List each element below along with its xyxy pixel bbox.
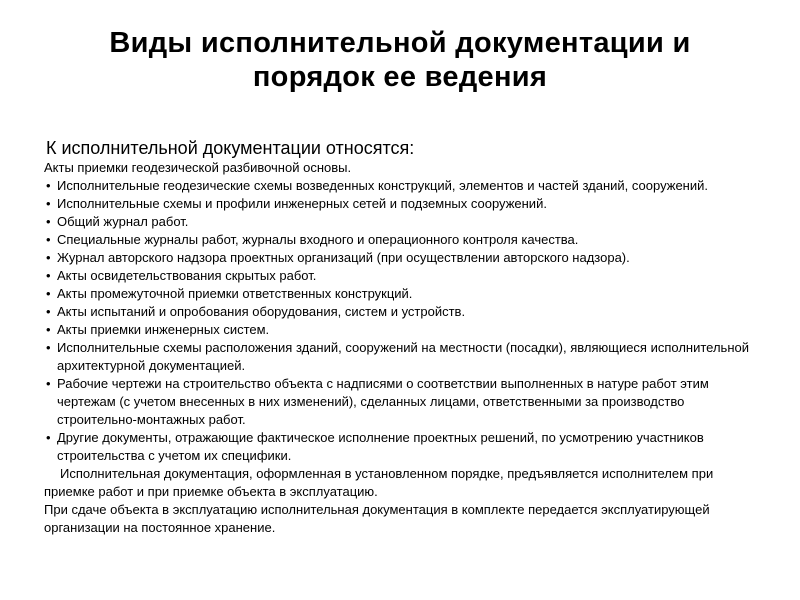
list-item: • Общий журнал работ.	[44, 213, 764, 231]
lead-item: Акты приемки геодезической разбивочной основы.	[44, 160, 352, 175]
list-item: • Акты приемки инженерных систем.	[44, 321, 764, 339]
list-item: • Исполнительные схемы расположения зданий, сооружений на местности (посадки), являющиеся исполнительной архитектурной документацией.	[44, 339, 764, 375]
list-item: • Рабочие чертежи на строительство объекта с надписями о соответствии выполненных в натуре работ этим чертежам (с учетом внесенных в них изменений), сделанных лицами, ответственными за производство строительно-монтажных работ.	[44, 375, 764, 429]
list-item: • Акты освидетельствования скрытых работ.	[44, 267, 764, 285]
list-item: • Исполнительные схемы и профили инженерных сетей и подземных сооружений.	[44, 195, 764, 213]
list-item: • Акты промежуточной приемки ответственных конструкций.	[44, 285, 764, 303]
page-title-line-1: Виды исполнительной документации и	[109, 27, 691, 59]
slide-body	[44, 138, 764, 537]
list-item: • Акты испытаний и опробования оборудования, систем и устройств.	[44, 303, 764, 321]
bullet-list	[44, 177, 764, 465]
closing-paragraph-1: Исполнительная документация, оформленная в установленном порядке, предъявляется исполнителем при приемке работ и при приемке объекта в эксплуатацию.	[44, 466, 714, 499]
list-item: • Специальные журналы работ, журналы входного и операционного контроля качества.	[44, 231, 764, 249]
page-title	[0, 0, 800, 94]
list-item: • Исполнительные геодезические схемы возведенных конструкций, элементов и частей зданий, сооружений.	[44, 177, 764, 195]
list-item: • Другие документы, отражающие фактическое исполнение проектных решений, по усмотрению участников строительства с учетом их специфики.	[44, 429, 764, 465]
page-title-line-2: порядок ее ведения	[252, 61, 548, 93]
list-item: • Журнал авторского надзора проектных организаций (при осуществлении авторского надзора).	[44, 249, 764, 267]
closing-paragraph-2: При сдаче объекта в эксплуатацию исполнительная документация в комплекте передается эксплуатирующей организации на постоянное хранение.	[44, 502, 710, 535]
intro-heading: К исполнительной документации относятся:	[46, 138, 415, 158]
